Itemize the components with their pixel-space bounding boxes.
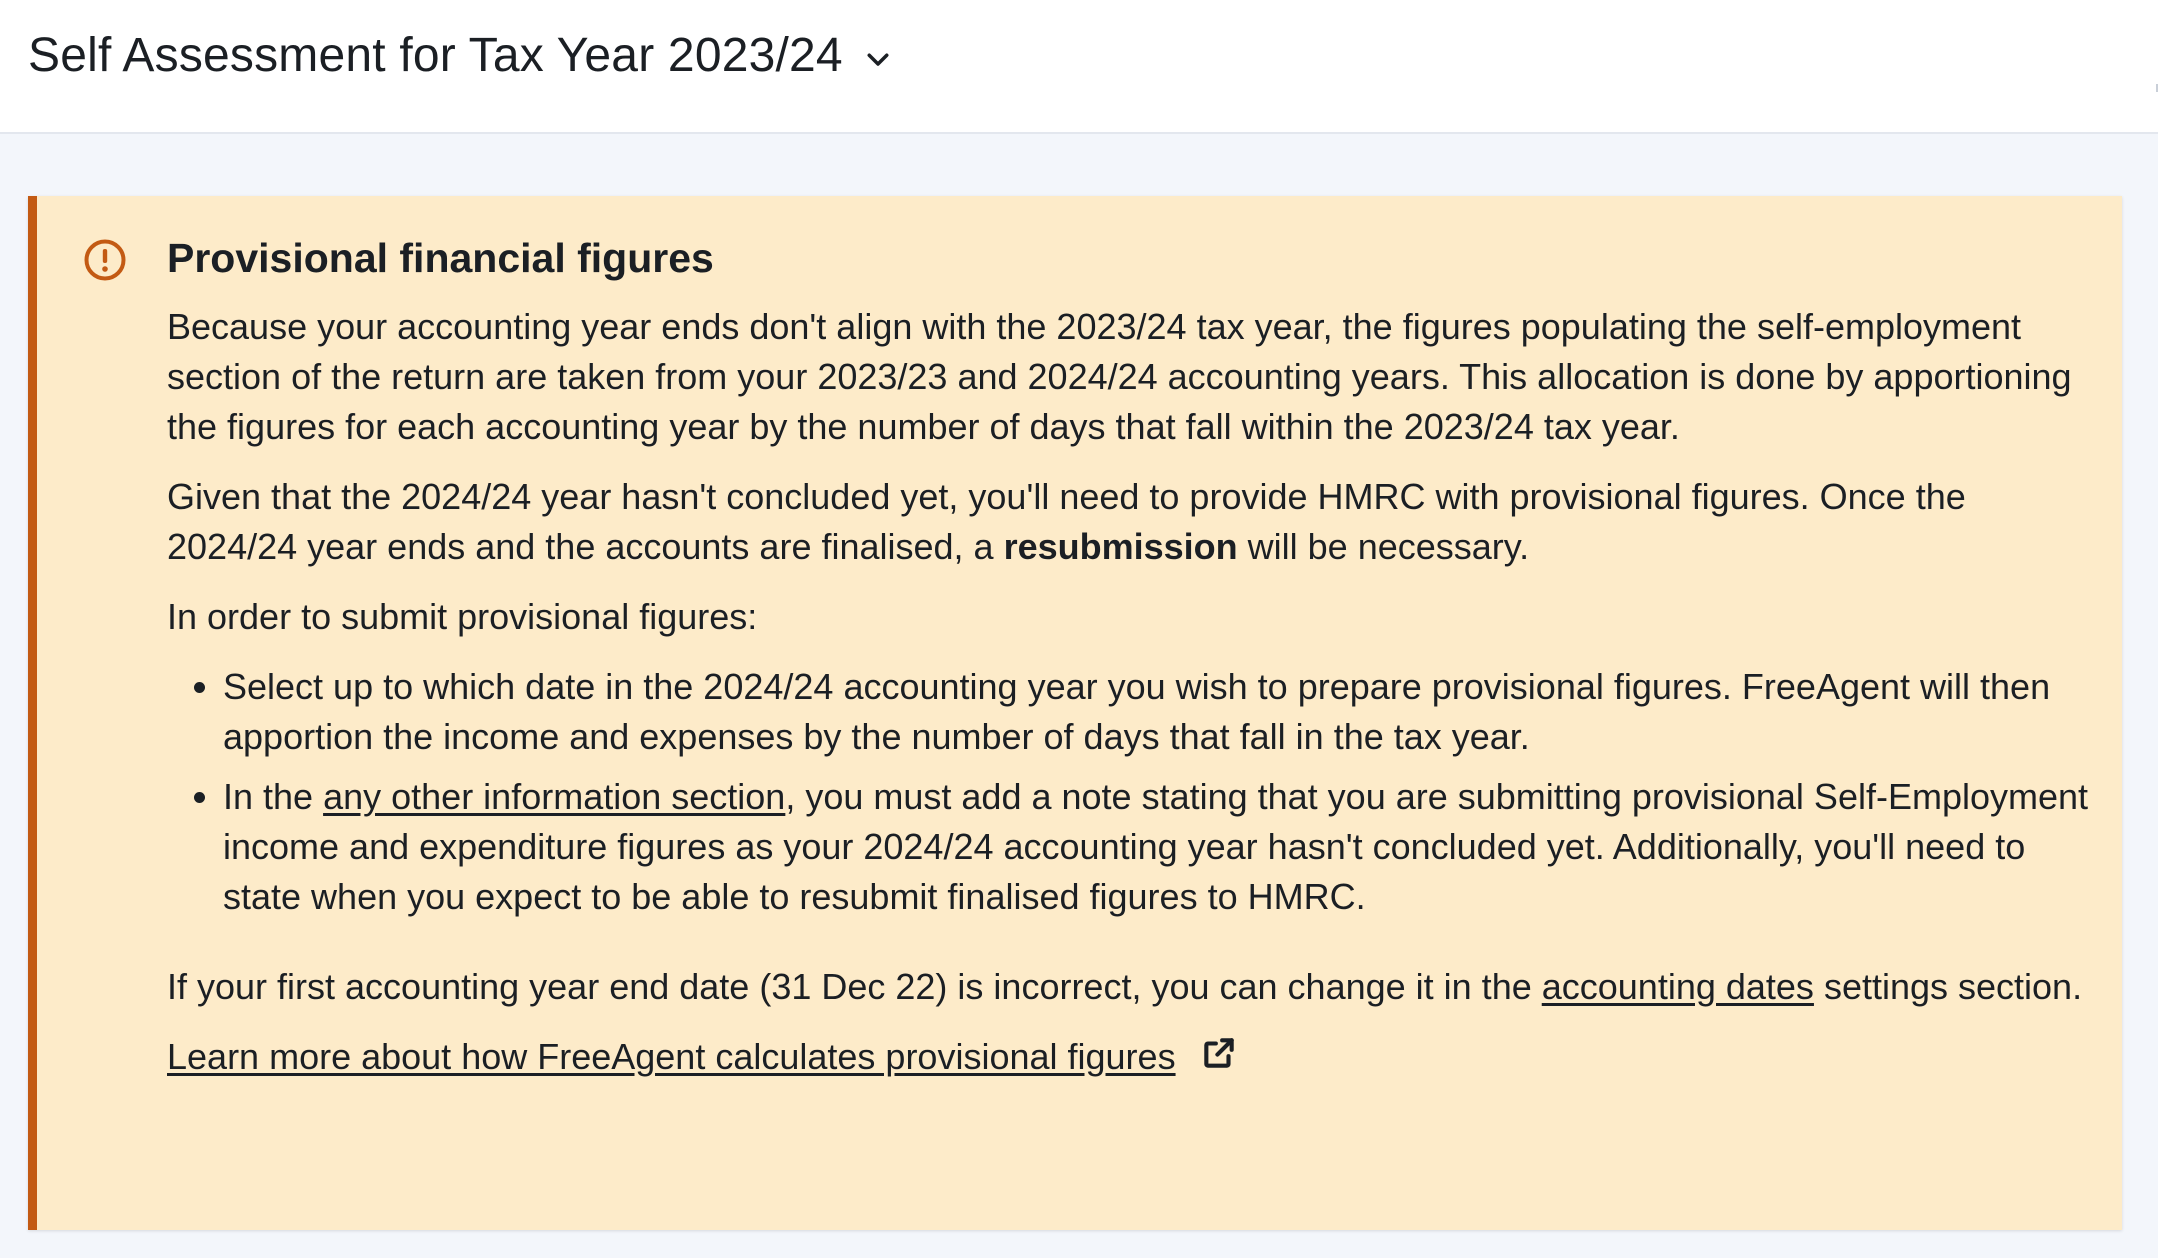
paragraph-text: will be necessary. <box>1237 526 1530 567</box>
notice-title: Provisional financial figures <box>167 235 714 281</box>
provisional-figures-notice <box>28 196 2122 1230</box>
instructions-list <box>167 662 2097 922</box>
paragraph-text: If your first accounting year end date (31 Dec 22) is incorrect, you can change it in the <box>167 966 1542 1007</box>
chevron-down-icon <box>863 44 893 74</box>
page-title: Self Assessment for Tax Year 2023/24 <box>28 29 843 82</box>
list-item-select-date: • Select up to which date in the 2024/24 accounting year you wish to prepare provisional figures. FreeAgent will then apportion the income and expenses by the number of days that fall in the tax year. <box>223 662 2097 762</box>
learn-more-link[interactable] <box>167 1032 1238 1082</box>
notice-paragraph-allocation: Because your accounting year ends don't align with the 2023/24 tax year, the figures populating the self-employment section of the return are taken from your 2023/23 and 2024/24 accounting years. This allocation is done by apportioning the figures for each accounting year by the number of days that fall within the 2023/24 tax year. <box>167 306 2072 447</box>
learn-more-text: Learn more about how FreeAgent calculates provisional figures <box>167 1036 1176 1077</box>
paragraph-text: settings section. <box>1813 966 2083 1007</box>
accounting-dates-paragraph <box>167 962 2097 1012</box>
warning-circle-icon <box>83 238 127 282</box>
notice-content <box>167 232 2097 1082</box>
accounting-dates-link[interactable]: accounting dates <box>1541 966 1814 1007</box>
notice-paragraph-provisional <box>167 472 2097 572</box>
resubmission-text: resubmission <box>1003 526 1238 567</box>
list-item-add-note <box>223 772 2097 922</box>
paragraph-text: Given that the 2024/24 year hasn't concluded yet, you'll need to provide HMRC with provisional figures. Once the 2024/24 year ends and the accounts are finalised, a <box>167 476 1966 567</box>
list-item-text: , you must add a note stating that you are submitting provisional Self-Employment income and expenditure figures as your 2024/24 accounting year hasn't concluded yet. Additionally, you'll need to state when you expect to be able to resubmit finalised figures to HMRC. <box>223 776 2089 917</box>
tax-year-selector[interactable] <box>28 28 893 83</box>
list-item-text: In the <box>223 776 324 817</box>
any-other-information-link[interactable]: any other information section <box>323 776 786 817</box>
page-header <box>0 0 2158 134</box>
external-link-icon <box>1200 1034 1238 1072</box>
list-intro: In order to submit provisional figures: <box>167 596 758 637</box>
